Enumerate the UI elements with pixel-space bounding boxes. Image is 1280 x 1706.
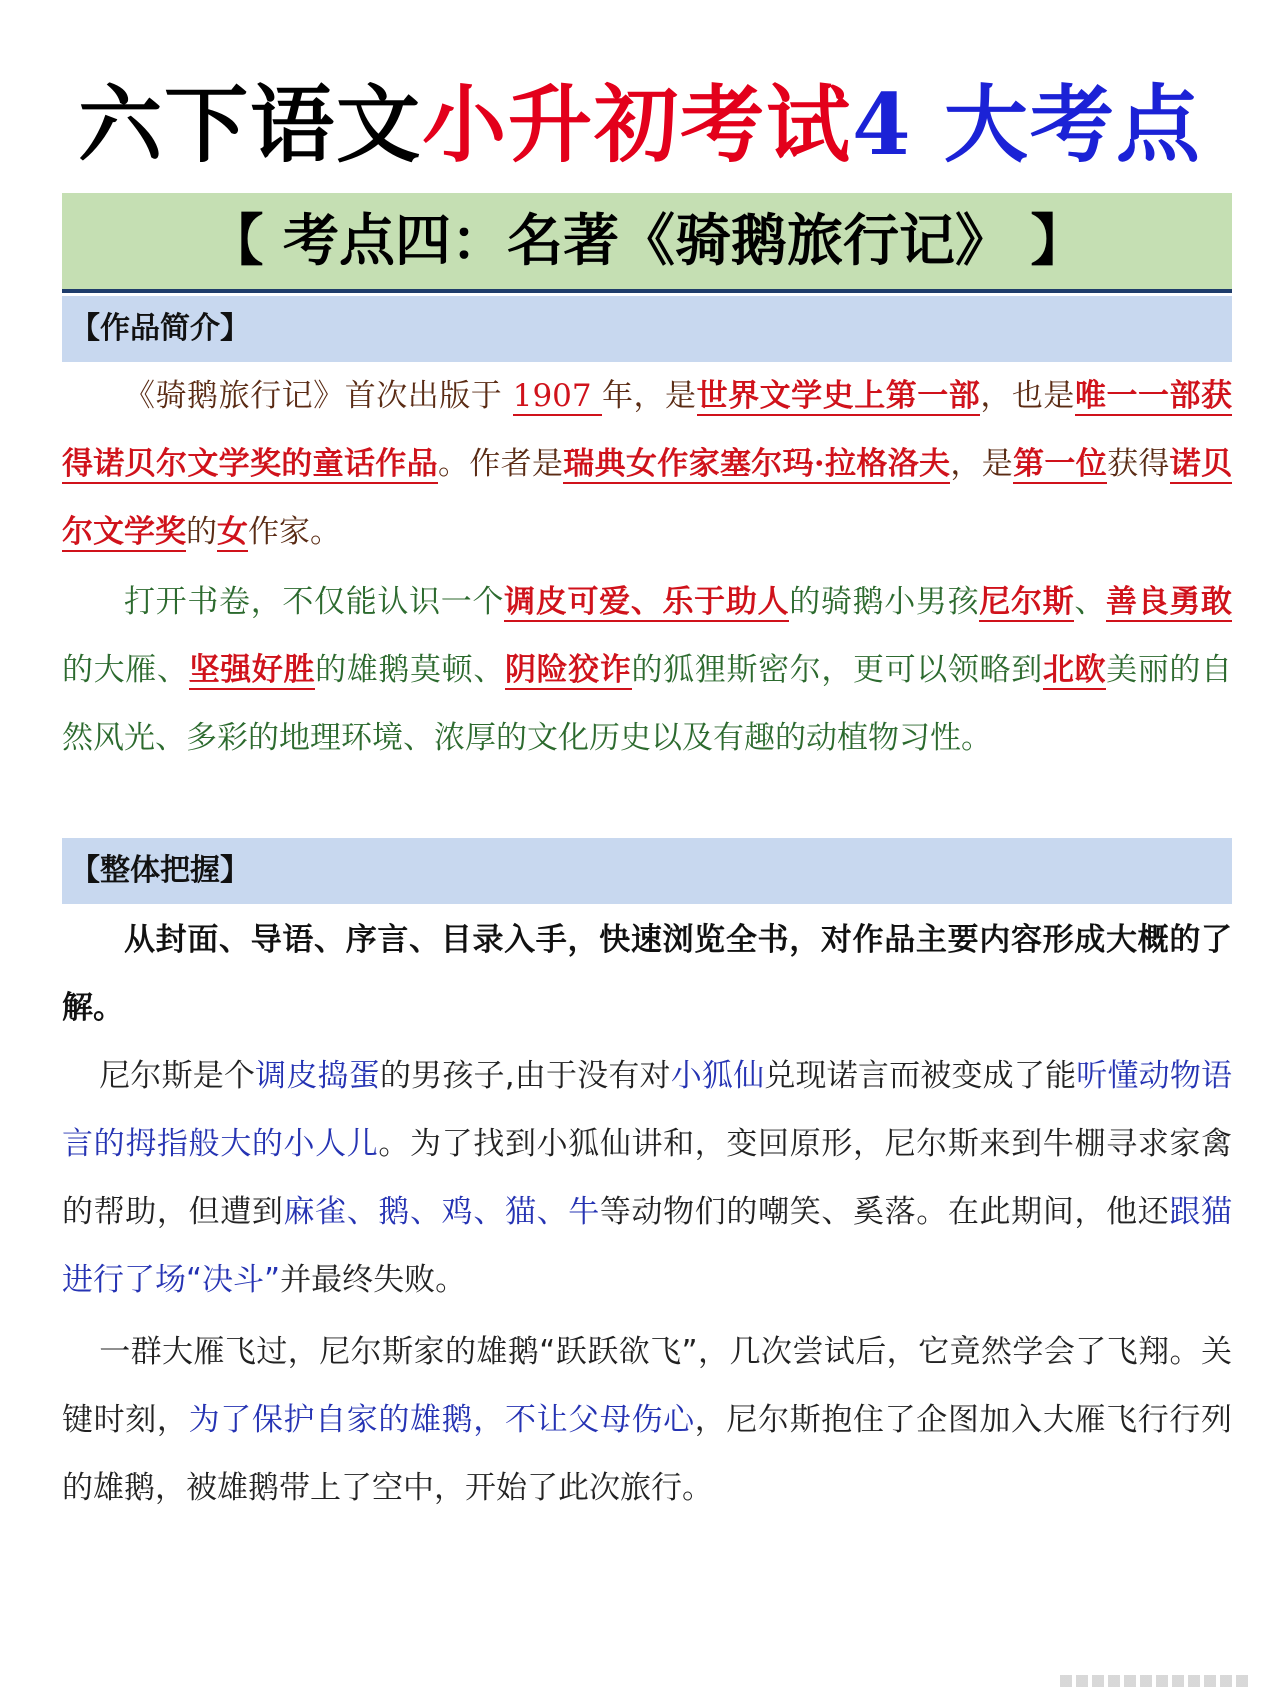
title-part-exam: 小升初考试 [422, 75, 853, 174]
highlight-naughty: 调皮捣蛋 [255, 1058, 380, 1094]
section-heading-overall: 【整体把握】 [62, 838, 1232, 904]
highlight-goose-traits: 善良勇敢 [1106, 584, 1233, 620]
text-run: 作家。 [248, 514, 341, 550]
overall-paragraph-2 [62, 1042, 1232, 1314]
text-run: 打开书卷，不仅能认识一个 [124, 584, 505, 620]
highlight-animals: 麻雀、鹅、鸡、猫、牛 [283, 1194, 600, 1230]
watermark [1060, 1675, 1250, 1687]
text-run: 尼尔斯是个 [99, 1058, 256, 1094]
highlight-thumb-sized: 听懂动物语言的拇指般大的小人儿 [62, 1058, 1233, 1162]
text-run: 、 [1074, 584, 1106, 620]
text-run: 等动物们的嘲笑、奚落。在此期间，他还 [599, 1194, 1170, 1230]
text-run: 获得 [1107, 446, 1170, 482]
text-run: 的 [186, 514, 217, 550]
highlight-protect-goose: 为了保护自家的雄鹅，不让父母伤心 [188, 1402, 695, 1438]
highlight-author: 瑞典女作家塞尔玛·拉格洛夫 [563, 446, 951, 482]
text-run: ，也是 [980, 378, 1075, 414]
highlight-nobel: 诺贝尔文学奖 [62, 446, 1233, 550]
text-run: 美丽的自然风光、多彩的地理环境、浓厚的文化历史以及有趣的动植物习性。 [62, 652, 1233, 756]
highlight-northern-europe: 北欧 [1042, 652, 1107, 688]
highlight-only-fairy-tale: 唯一一部获得诺贝尔文学奖的童话作品 [62, 378, 1233, 482]
text-run: 并最终失败。 [280, 1262, 467, 1298]
text-run: 《骑鹅旅行记》首次出版于 [124, 378, 513, 414]
text-run: 的狐狸斯密尔，更可以领略到 [631, 652, 1043, 688]
highlight-first-work: 世界文学史上第一部 [696, 378, 981, 414]
highlight-year: 1907 [512, 378, 602, 414]
highlight-duel: 跟猫进行了场“决斗” [62, 1194, 1233, 1298]
text-run: 兑现诺言而被变成了能 [764, 1058, 1077, 1094]
intro-paragraph-2 [62, 568, 1232, 772]
overall-paragraph-3 [62, 1318, 1232, 1522]
highlight-first-woman: 第一位 [1013, 446, 1108, 482]
title-part-subject: 六下语文 [78, 75, 423, 174]
text-run: 。为了找到小狐仙讲和，变回原形，尼尔斯来到牛棚寻求家禽的帮助，但遭到 [62, 1126, 1232, 1230]
text-run: 的大雁、 [62, 652, 189, 688]
text-run: 的雄鹅莫顿、 [315, 652, 505, 688]
topic-banner: 【 考点四：名著《骑鹅旅行记》 】 [62, 193, 1232, 293]
highlight-fox-traits: 阴险狡诈 [504, 652, 632, 688]
intro-paragraph-1 [62, 362, 1232, 566]
highlight-nils-traits: 调皮可爱、乐于助人 [504, 584, 790, 620]
section-heading-intro: 【作品简介】 [62, 296, 1232, 362]
text-run: 的男孩子,由于没有对 [379, 1058, 671, 1094]
title-part-points: 4 大考点 [852, 75, 1202, 174]
highlight-nils: 尼尔斯 [979, 584, 1075, 620]
text-run: 的骑鹅小男孩 [789, 584, 980, 620]
highlight-fairy-fox: 小狐仙 [670, 1058, 765, 1094]
text-run: 。作者是 [437, 446, 564, 482]
overall-paragraph-1: 从封面、导语、序言、目录入手，快速浏览全书，对作品主要内容形成大概的了解。 [62, 922, 1232, 1026]
text-run: ，是 [950, 446, 1014, 482]
page-title [0, 70, 1280, 180]
text-run: 年，是 [602, 378, 697, 414]
highlight-female: 女 [217, 514, 248, 550]
text-run: 一群大雁飞过，尼尔斯家的雄鹅“跃跃欲飞”，几次尝试后，它竟然学会了飞翔。关键时刻， [62, 1334, 1232, 1438]
text-run: ，尼尔斯抱住了企图加入大雁飞行行列的雄鹅，被雄鹅带上了空中，开始了此次旅行。 [62, 1402, 1233, 1506]
highlight-morten-traits: 坚强好胜 [188, 652, 316, 688]
